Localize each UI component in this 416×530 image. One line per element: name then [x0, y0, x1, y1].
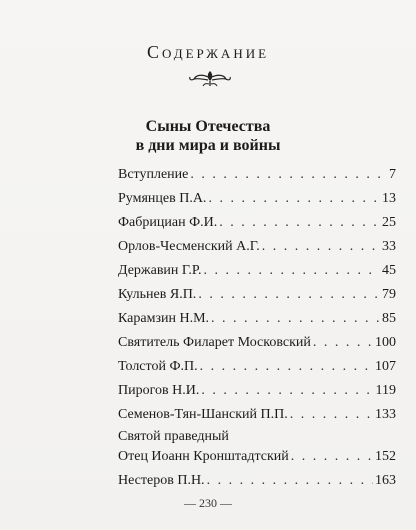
dot-leader: [219, 211, 380, 235]
toc-entry[interactable]: [118, 427, 396, 469]
dot-leader: [190, 163, 387, 187]
dot-leader: [201, 379, 373, 403]
toc-entry[interactable]: [118, 163, 396, 187]
toc-entry-page: 33: [382, 239, 396, 254]
toc-entry-label: Державин Г.Р.: [118, 263, 202, 278]
toc-entry[interactable]: [118, 403, 396, 427]
dot-leader: [208, 187, 380, 211]
toc-entry[interactable]: [118, 187, 396, 211]
dot-leader: [262, 235, 380, 259]
toc-entry-page: 7: [389, 167, 396, 182]
toc-entry[interactable]: [118, 211, 396, 235]
dot-leader: [200, 355, 373, 379]
section-title-line1: Сыны Отечества: [145, 118, 271, 135]
toc-entry-label-line2: Отец Иоанн Кронштадтский: [118, 449, 289, 464]
toc-entry-page: 85: [382, 311, 396, 326]
toc-entry-label: Святитель Филарет Московский: [118, 335, 311, 350]
toc-entry-label: Пирогов Н.И.: [118, 383, 200, 398]
toc-entry-label-line1: Святой праведный: [118, 429, 229, 444]
toc-entry-page: 133: [375, 407, 396, 422]
toc-entry-label: Семенов-Тян-Шанский П.П.: [118, 407, 288, 422]
contents-heading: Содержание: [146, 42, 270, 62]
toc-entry[interactable]: [118, 259, 396, 283]
dot-leader: [203, 259, 380, 283]
toc-entry[interactable]: [118, 469, 396, 493]
dot-leader: [291, 447, 373, 467]
toc-entry-page: 119: [375, 383, 396, 398]
toc-entry-page: 45: [382, 263, 396, 278]
toc-entry-label: Румянцев П.А.: [118, 191, 207, 206]
toc-entry-label: Толстой Ф.П.: [118, 359, 198, 374]
toc-entry-page: 163: [375, 473, 396, 488]
toc-entry-page: 107: [375, 359, 396, 374]
dot-leader: [313, 331, 373, 355]
toc-entry[interactable]: [118, 331, 396, 355]
toc-entry-label: Карамзин Н.М.: [118, 311, 210, 326]
toc-entry-page: 13: [382, 191, 396, 206]
table-of-contents: [118, 163, 396, 493]
toc-entry[interactable]: [118, 283, 396, 307]
toc-entry-label: Кульнев Я.П.: [118, 287, 197, 302]
toc-entry-page: 100: [375, 335, 396, 350]
toc-entry[interactable]: [118, 355, 396, 379]
page-number: — 230 —: [184, 496, 232, 510]
toc-entry-label: Нестеров П.Н.: [118, 473, 205, 488]
toc-entry[interactable]: [118, 307, 396, 331]
toc-entry-label: Вступление: [118, 167, 189, 182]
ornament-divider-icon: [178, 68, 242, 88]
toc-entry-page: 79: [382, 287, 396, 302]
section-title-line2: в дни мира и войны: [135, 137, 281, 154]
dot-leader: [211, 307, 380, 331]
dot-leader: [198, 283, 380, 307]
toc-entry-page: 152: [375, 449, 396, 464]
dot-leader: [290, 403, 373, 427]
toc-entry[interactable]: [118, 235, 396, 259]
dot-leader: [207, 469, 373, 493]
toc-entry-label: Фабрициан Ф.И.: [118, 215, 218, 230]
toc-entry[interactable]: [118, 379, 396, 403]
toc-entry-page: 25: [382, 215, 396, 230]
toc-entry-label: Орлов-Чесменский А.Г.: [118, 239, 260, 254]
